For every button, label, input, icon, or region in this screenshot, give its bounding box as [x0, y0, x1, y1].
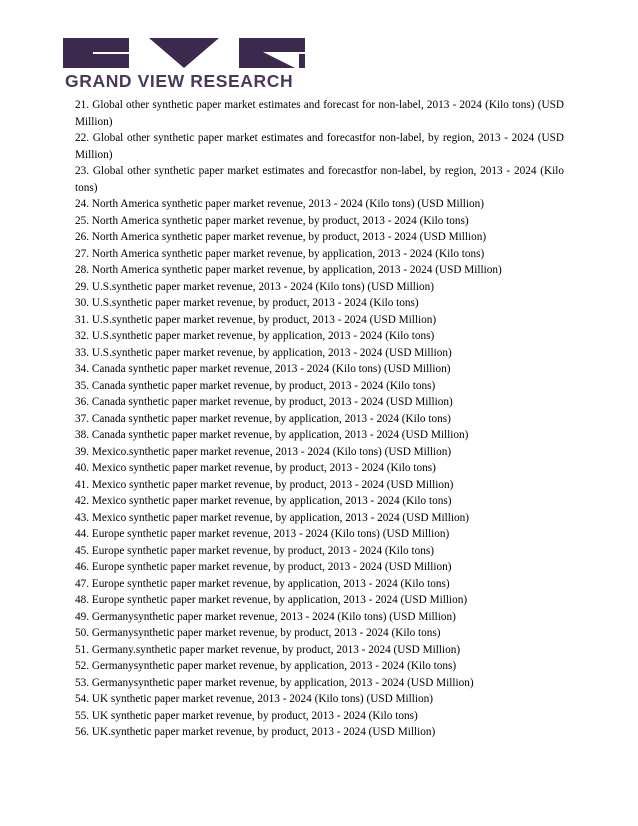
list-item: 43. Mexico synthetic paper market revenue, by application, 2013 - 2024 (USD Million)	[75, 511, 469, 524]
list-of-tables	[75, 97, 564, 741]
list-item: 39. Mexico.synthetic paper market revenue, 2013 - 2024 (Kilo tons) (USD Million)	[75, 445, 452, 458]
list-item: 22. Global other synthetic paper market estimates and forecastfor non-label, by region, 2013 - 2024 (USD Million)	[75, 132, 564, 161]
list-item: 21. Global other synthetic paper market estimates and forecast for non-label, 2013 - 2024 (Kilo tons) (USD Million)	[75, 99, 564, 128]
logo-mark	[63, 38, 307, 70]
list-item: 50. Germanysynthetic paper market revenue, by product, 2013 - 2024 (Kilo tons)	[75, 627, 441, 639]
list-item: 56. UK.synthetic paper market revenue, by product, 2013 - 2024 (USD Million)	[75, 726, 436, 738]
list-item: 55. UK synthetic paper market revenue, by product, 2013 - 2024 (Kilo tons)	[75, 709, 418, 722]
list-item: 41. Mexico synthetic paper market revenue, by product, 2013 - 2024 (USD Million)	[75, 478, 454, 491]
list-item: 30. U.S.synthetic paper market revenue, by product, 2013 - 2024 (Kilo tons)	[75, 297, 419, 309]
list-item: 36. Canada synthetic paper market revenue, by product, 2013 - 2024 (USD Million)	[75, 396, 453, 408]
list-item: 46. Europe synthetic paper market revenue, by product, 2013 - 2024 (USD Million)	[75, 561, 452, 573]
list-item: 45. Europe synthetic paper market revenue, by product, 2013 - 2024 (Kilo tons)	[75, 544, 434, 557]
list-item: 44. Europe synthetic paper market revenue, 2013 - 2024 (Kilo tons) (USD Million)	[75, 528, 450, 540]
list-item: 23. Global other synthetic paper market estimates and forecastfor non-label, by region, 2013 - 2024 (Kilo tons)	[75, 165, 564, 194]
list-item: 49. Germanysynthetic paper market revenue, 2013 - 2024 (Kilo tons) (USD Million)	[75, 610, 456, 623]
list-item: 27. North America synthetic paper market revenue, by application, 2013 - 2024 (Kilo tons)	[75, 247, 485, 260]
list-item: 52. Germanysynthetic paper market revenue, by application, 2013 - 2024 (Kilo tons)	[75, 660, 457, 672]
brand-name: GRAND VIEW RESEARCH	[65, 71, 294, 91]
list-item: 34. Canada synthetic paper market revenue, 2013 - 2024 (Kilo tons) (USD Million)	[75, 363, 451, 375]
list-item: 48. Europe synthetic paper market revenue, by application, 2013 - 2024 (USD Million)	[75, 594, 468, 606]
list-item: 25. North America synthetic paper market revenue, by product, 2013 - 2024 (Kilo tons)	[75, 214, 469, 227]
list-item: 32. U.S.synthetic paper market revenue, by application, 2013 - 2024 (Kilo tons)	[75, 330, 435, 342]
list-item: 35. Canada synthetic paper market revenue, by product, 2013 - 2024 (Kilo tons)	[75, 379, 436, 392]
list-item: 24. North America synthetic paper market revenue, 2013 - 2024 (Kilo tons) (USD Million)	[75, 198, 484, 210]
list-item: 38. Canada synthetic paper market revenue, by application, 2013 - 2024 (USD Million)	[75, 429, 469, 441]
list-item: 29. U.S.synthetic paper market revenue, 2013 - 2024 (Kilo tons) (USD Million)	[75, 280, 435, 293]
list-item: 42. Mexico synthetic paper market revenue, by application, 2013 - 2024 (Kilo tons)	[75, 495, 452, 507]
list-item: 53. Germanysynthetic paper market revenue, by application, 2013 - 2024 (USD Million)	[75, 676, 474, 689]
list-item: 54. UK synthetic paper market revenue, 2013 - 2024 (Kilo tons) (USD Million)	[75, 693, 434, 705]
list-item: 33. U.S.synthetic paper market revenue, by application, 2013 - 2024 (USD Million)	[75, 346, 452, 359]
list-item: 51. Germany.synthetic paper market revenue, by product, 2013 - 2024 (USD Million)	[75, 643, 461, 656]
list-item: 37. Canada synthetic paper market revenue, by application, 2013 - 2024 (Kilo tons)	[75, 412, 451, 425]
list-item: 47. Europe synthetic paper market revenue, by application, 2013 - 2024 (Kilo tons)	[75, 577, 450, 590]
list-item: 28. North America synthetic paper market revenue, by application, 2013 - 2024 (USD Million)	[75, 264, 502, 276]
list-item: 31. U.S.synthetic paper market revenue, by product, 2013 - 2024 (USD Million)	[75, 313, 437, 326]
list-item: 26. North America synthetic paper market revenue, by product, 2013 - 2024 (USD Million)	[75, 231, 487, 243]
list-item: 40. Mexico synthetic paper market revenue, by product, 2013 - 2024 (Kilo tons)	[75, 462, 436, 474]
